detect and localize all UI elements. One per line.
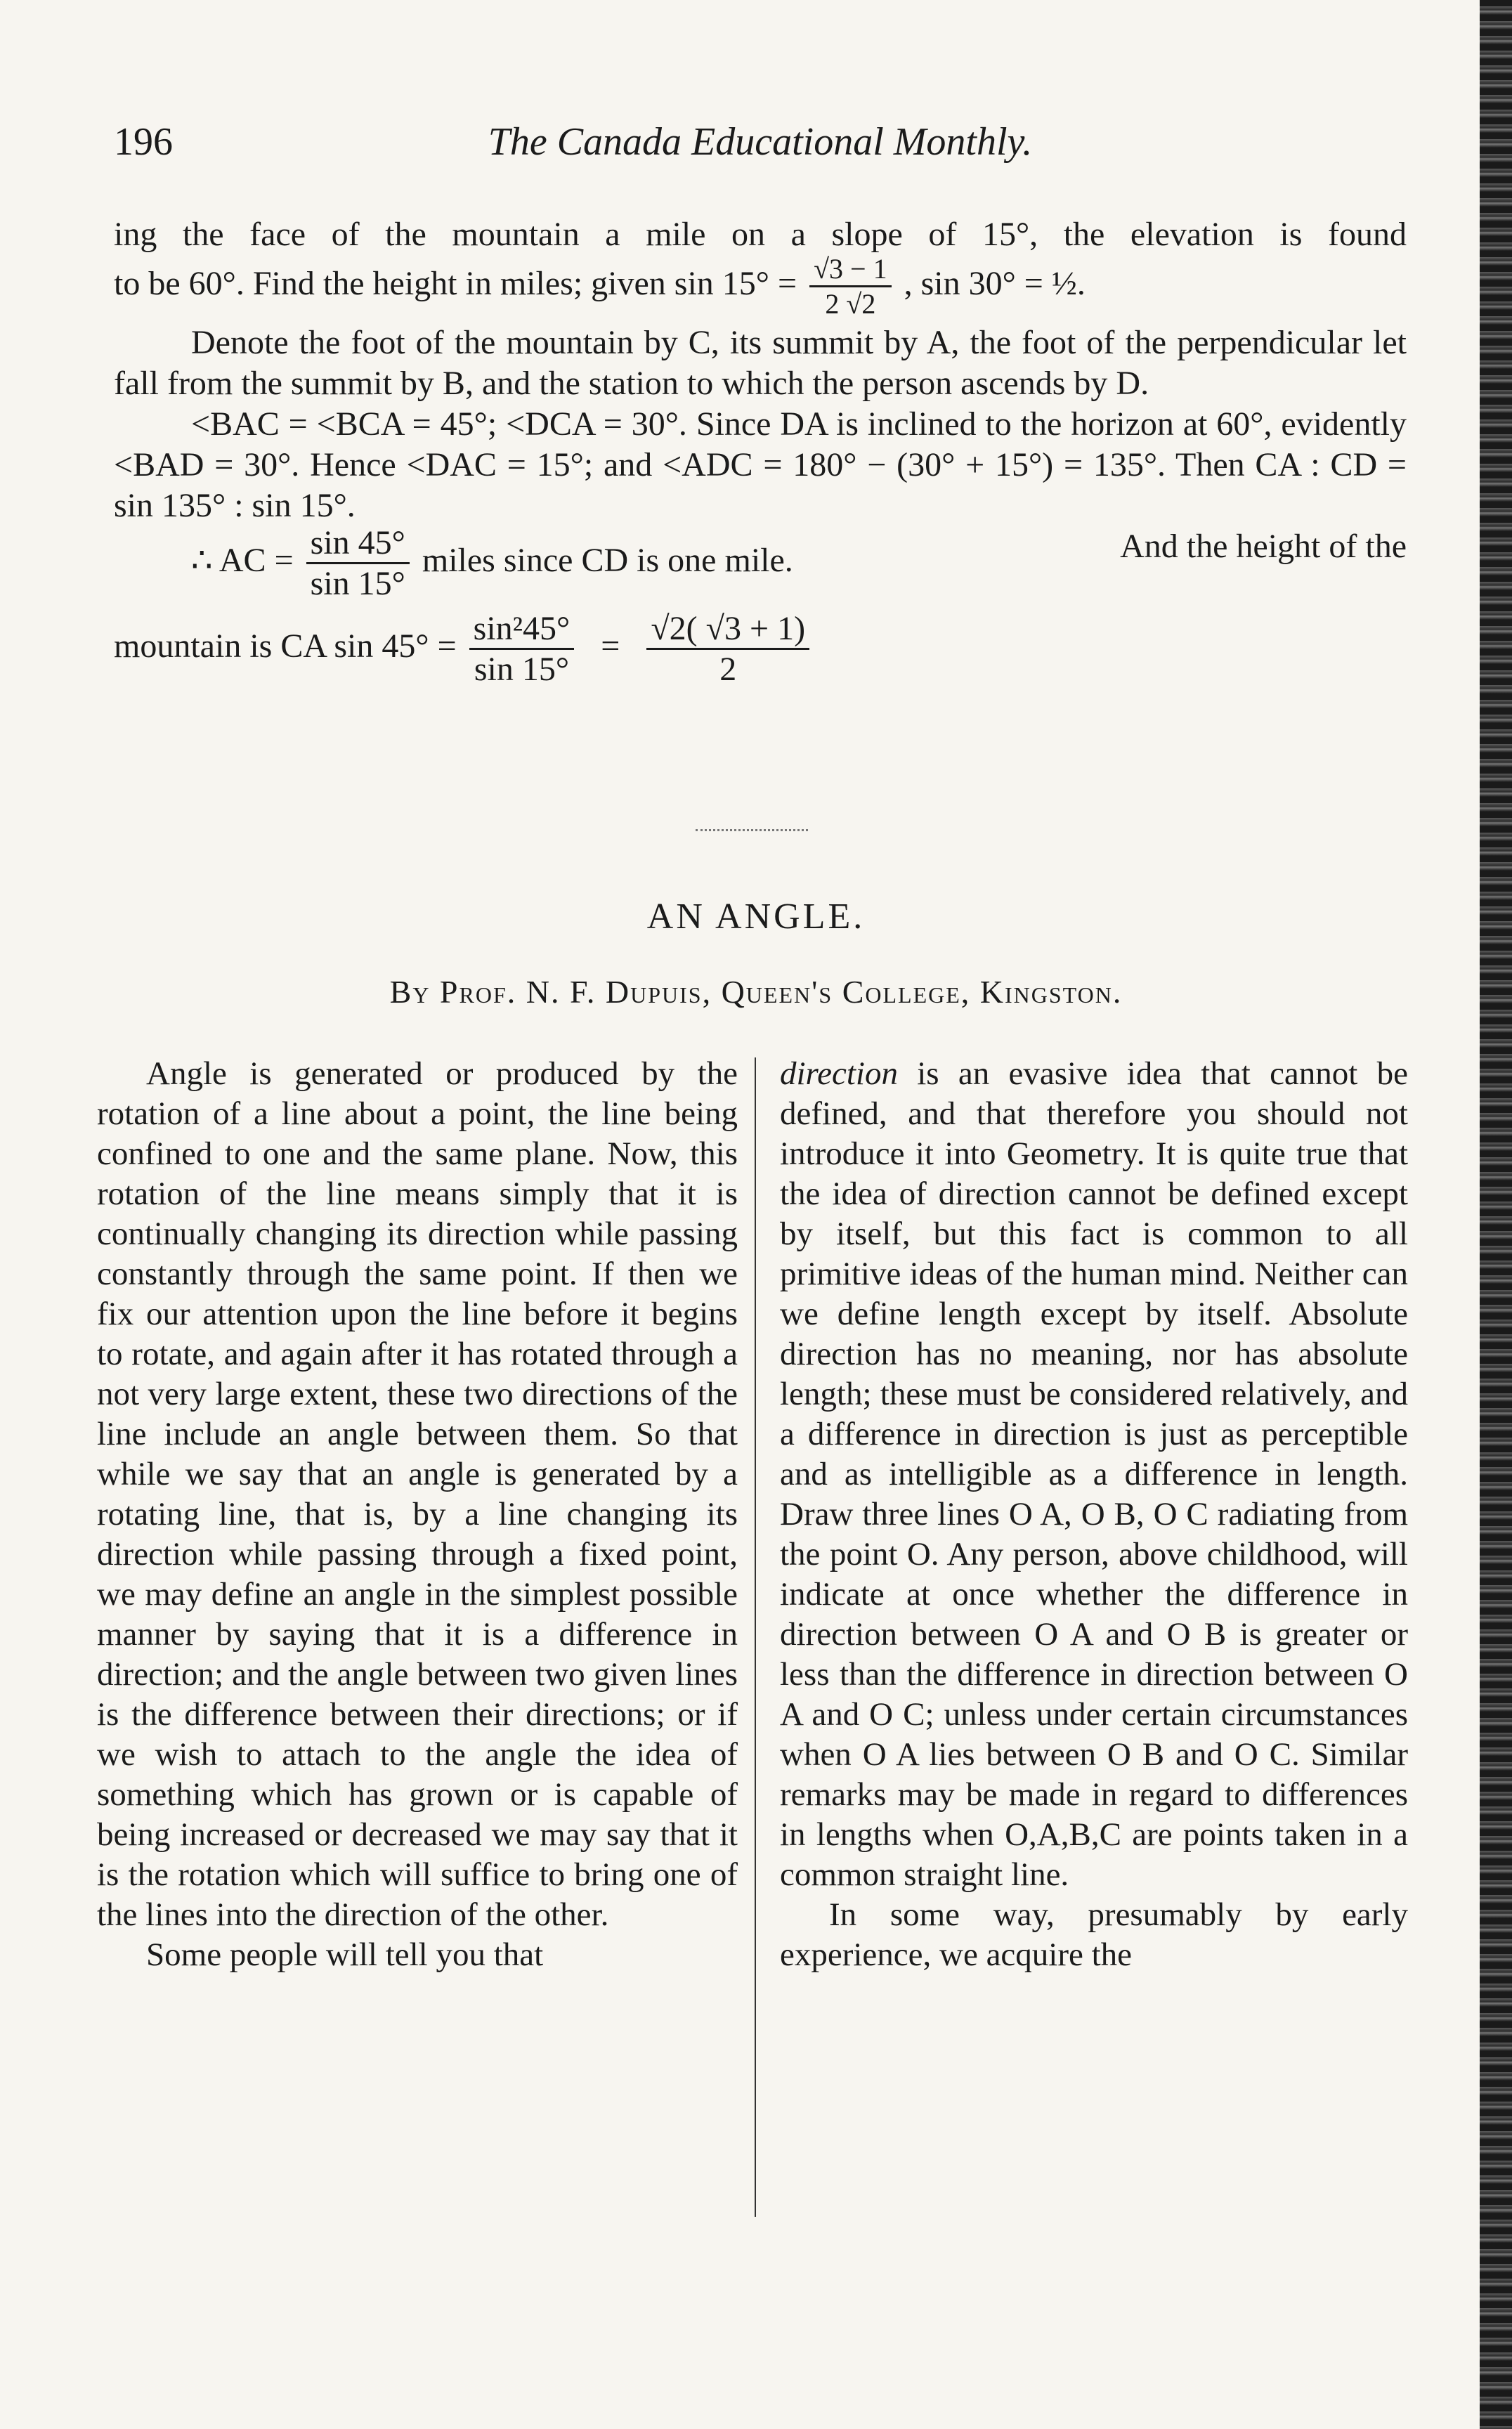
solution-paragraph-2: <BAC = <BCA = 45°; <DCA = 30°. Since DA is inclined to the horizon at 60°, evidently <BAD = 30°. Hence <DAC = 15°; and <ADC = 180° − (30° + 15°) = 135°. Then CA : CD = sin 135° : sin 15°.: [114, 405, 1407, 524]
article-byline: By Prof. N. F. Dupuis, Queen's College, Kingston.: [389, 974, 1123, 1010]
page-edge-scan: [1480, 0, 1512, 2429]
page-header: [114, 119, 1407, 183]
ac-suffix: miles since CD is one mile.: [422, 542, 793, 580]
right-paragraph-2: In some way, presumably by early experience, we acquire the: [780, 1896, 1408, 1973]
solution-paragraph-1: Denote the foot of the mountain by C, its summit by A, the foot of the perpendicular let fall from the summit by B, and the station to which the person ascends by D.: [114, 324, 1407, 402]
direction-italic: direction: [780, 1055, 898, 1092]
section-separator: [696, 829, 808, 834]
problem-line-1: ing the face of the mountain a mile on a slope of 15°, the elevation is found: [114, 216, 1407, 253]
page-number: 196: [114, 120, 173, 164]
mountain-fraction: $\frac{\text{sin²45°}}{\sin 15^\circ}$: [469, 612, 575, 686]
ac-prefix: ∴ AC =: [191, 542, 294, 580]
left-paragraph-1: Angle is generated or produced by the rotation of a line about a point, the line being confined to one and the same plane. Now, this rotation of the line means simply that it is continually changing its direction while passing constantly through the same point. If then we fix our attention upon the line before it begins to rotate, and again after it has rotated through a not very large extent, these two directions of the line include an angle between them. So that while we say that an angle is generated by a rotating line, that is, by a line changing its direction while passing through a fixed point, we may define an angle in the simplest possible manner by saying that it is a difference in direction; and the angle between two given lines is the difference between their directions; or if we wish to attach to the angle the idea of something which has grown or is capable of being increased or decreased we may say that it is the rotation which will suffice to bring one of the lines into the direction of the other.: [97, 1055, 738, 1933]
left-column: [97, 1054, 738, 1975]
problem-solution: [114, 214, 1407, 710]
column-rule: [755, 1057, 756, 2217]
ac-fraction: $\frac{\sin 45^\circ}{\sin 15^\circ}$: [306, 526, 410, 601]
mountain-equals: =: [601, 627, 620, 665]
right-paragraph-1-text: is an evasive idea that cannot be defined, and that therefore you should not introduce it into Geometry. It is quite true that the idea of direction cannot be defined except by itself, but this fact is common to all primitive ideas of the human mind. Neither can we define length except by itself. Absolute direction has no meaning, nor has absolute length; these must be considered relatively, and a difference in direction is just as perceptible and as intelligible as a difference in length. Draw three lines O A, O B, O C radiating from the point O. Any person, above childhood, will indicate at once whether the difference in direction between O A and O B is greater or less than the difference in direction between O A and O C; unless under certain circumstances when O A lies between O B and O C. Similar remarks may be made in regard to differences in lengths when O,A,B,C are points taken in a common straight line.: [780, 1055, 1408, 1893]
article-title: AN ANGLE.: [646, 897, 866, 937]
ac-right-text: And the height of the: [1120, 528, 1407, 565]
mountain-result: $\frac{√2( √3 + 1)}{2}$: [646, 612, 809, 686]
right-column: [780, 1054, 1408, 1975]
mountain-prefix: mountain is CA sin 45° =: [114, 627, 457, 665]
right-paragraph-1: [780, 1054, 1408, 1895]
running-title: The Canada Educational Monthly.: [488, 120, 1033, 164]
mountain-formula: [114, 612, 1407, 710]
ac-formula: [114, 526, 1407, 612]
problem-line-2: [114, 255, 1407, 323]
sin15-fraction: $\frac{√3 - 1}{2 √2}$: [809, 255, 892, 318]
given-text: to be 60°. Find the height in miles; given sin 15° =: [114, 265, 797, 303]
sin30-text: , sin 30° = ½.: [904, 265, 1086, 303]
left-paragraph-2: Some people will tell you that: [146, 1936, 544, 1973]
